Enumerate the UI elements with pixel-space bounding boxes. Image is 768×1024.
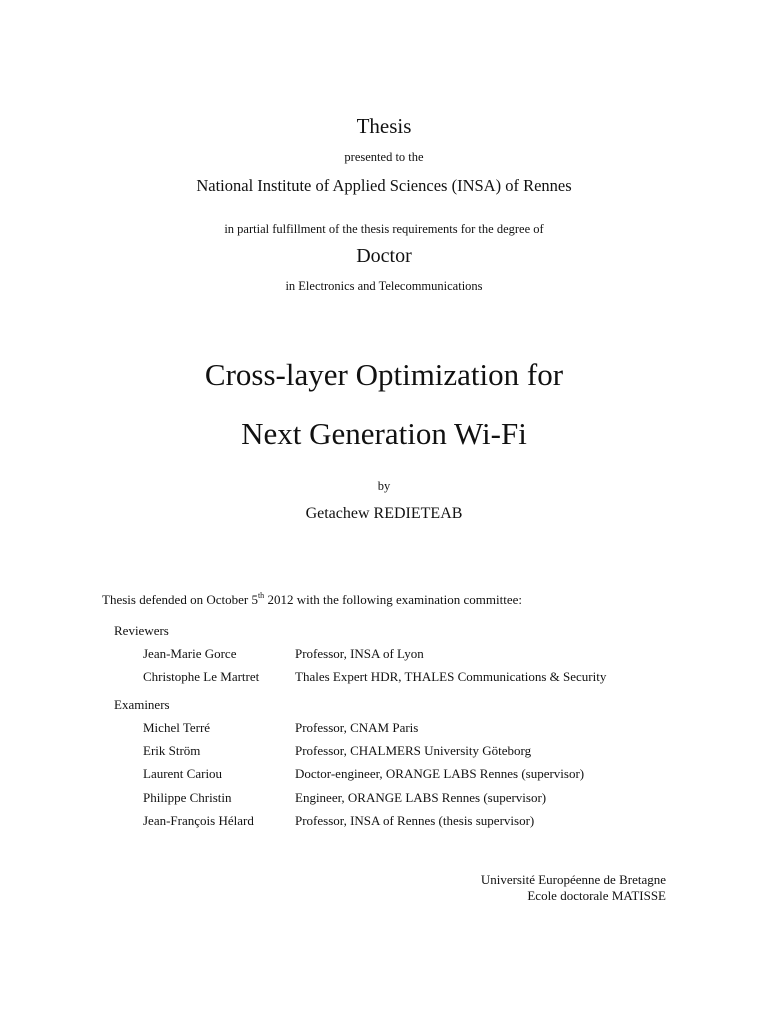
member-name: Jean-François Hélard <box>143 813 254 828</box>
affiliation-block <box>481 872 666 904</box>
member-name: Michel Terré <box>143 720 211 735</box>
committee-member <box>0 720 768 740</box>
doctoral-school: Ecole doctorale MATISSE <box>527 888 666 903</box>
committee-member <box>0 646 768 666</box>
degree-field: in Electronics and Telecommunications <box>285 279 483 293</box>
member-role: Engineer, ORANGE LABS Rennes (supervisor) <box>295 790 547 805</box>
reviewers-heading: Reviewers <box>114 623 169 638</box>
thesis-title-line-2: Next Generation Wi-Fi <box>241 416 527 451</box>
by-line: by <box>377 479 391 493</box>
member-role: Doctor-engineer, ORANGE LABS Rennes (supervisor) <box>295 766 585 781</box>
member-role: Professor, INSA of Lyon <box>295 646 424 661</box>
committee-member <box>0 743 768 763</box>
member-name: Erik Ström <box>143 743 201 758</box>
member-role: Professor, INSA of Rennes (thesis supervisor) <box>295 813 535 828</box>
committee-member <box>0 669 768 689</box>
committee-member <box>0 813 768 833</box>
committee-member <box>0 766 768 786</box>
institute-name: National Institute of Applied Sciences (INSA) of Rennes <box>196 176 572 195</box>
member-role: Professor, CNAM Paris <box>295 720 419 735</box>
document-type: Thesis <box>356 114 412 138</box>
member-name: Laurent Cariou <box>143 766 223 781</box>
member-role: Professor, CHALMERS University Göteborg <box>295 743 532 758</box>
member-name: Christophe Le Martret <box>143 669 260 684</box>
defense-statement <box>102 592 522 608</box>
committee-member <box>0 790 768 810</box>
member-name: Jean-Marie Gorce <box>143 646 237 661</box>
thesis-title-line-1: Cross-layer Optimization for <box>204 357 564 392</box>
degree-name: Doctor <box>356 245 412 267</box>
presented-to-line: presented to the <box>344 150 424 164</box>
member-role: Thales Expert HDR, THALES Communications & Security <box>295 669 607 684</box>
defense-prefix: Thesis defended on October 5 <box>102 592 258 607</box>
defense-suffix: 2012 with the following examination committee: <box>264 592 522 607</box>
fulfillment-line: in partial fulfillment of the thesis requirements for the degree of <box>224 222 544 236</box>
examiners-heading: Examiners <box>114 697 170 712</box>
author-name: Getachew REDIETEAB <box>305 505 463 522</box>
university-name: Université Européenne de Bretagne <box>480 872 666 887</box>
member-name: Philippe Christin <box>143 790 232 805</box>
defense-superscript: th <box>257 591 265 600</box>
